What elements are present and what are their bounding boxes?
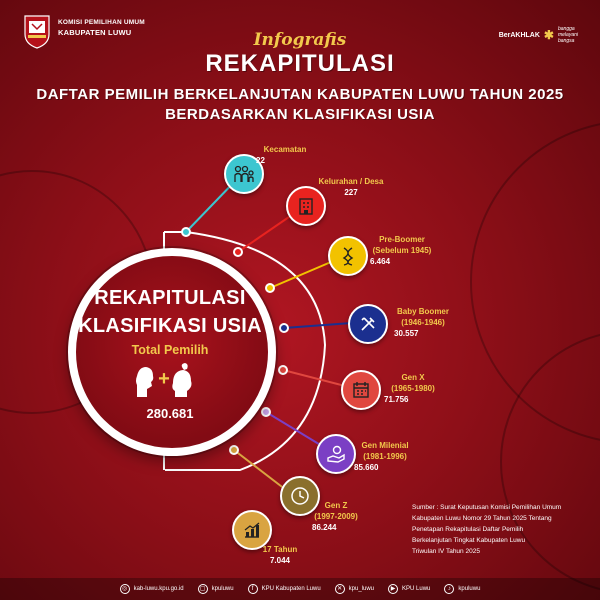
globe-icon: ◎ [120, 584, 130, 594]
connector-dot [278, 365, 288, 375]
berakhlak-star-icon: ✱ [543, 28, 554, 42]
footer-web[interactable]: ◎ kab-luwu.kpu.go.id [120, 584, 184, 594]
item-kecamatan [250, 144, 320, 166]
item-17-tahun [250, 544, 310, 566]
item-name: Pre-Boomer [379, 235, 425, 244]
footer-tiktok[interactable]: ♪ kpuluwu [444, 584, 480, 594]
tools-icon [348, 304, 388, 344]
connector-dot [279, 323, 289, 333]
instagram-icon: ▢ [198, 584, 208, 594]
item-value: 86.244 [312, 523, 337, 532]
connector-dot [229, 445, 239, 455]
item-name: Kecamatan [263, 145, 307, 154]
footer [0, 578, 600, 600]
berakhlak-text: BerAKHLAK [498, 31, 540, 39]
footer-facebook[interactable]: f KPU Kabupaten Luwu [248, 584, 321, 594]
item-range: (Sebelum 1945) [372, 246, 432, 255]
page-subtitle-line2: BERDASARKAN KLASIFIKASI USIA [165, 106, 435, 123]
calendar-icon [341, 370, 381, 410]
item-gen-z [306, 500, 366, 533]
item-range: (1946-1946) [401, 318, 445, 327]
facebook-icon: f [248, 584, 258, 594]
item-range: (1981-1996) [363, 452, 407, 461]
total-value: 280.681 [146, 406, 194, 421]
berakhlak-tagline: bangga melayani bangsa [557, 26, 578, 44]
youtube-icon: ▶ [388, 584, 398, 594]
x-icon: ✕ [335, 584, 345, 594]
item-value: 85.660 [354, 463, 379, 472]
item-baby-boomer [388, 306, 458, 339]
connector-dot [181, 227, 191, 237]
item-gen-milenial [350, 440, 420, 473]
org-line2: KABUPATEN LUWU [58, 28, 132, 37]
item-value: 227 [344, 188, 358, 197]
item-value: 71.756 [384, 395, 409, 404]
item-value: 6.464 [370, 257, 391, 266]
item-value: 7.044 [269, 556, 291, 565]
org-line1: KOMISI PEMILIHAN UMUM [58, 19, 145, 26]
item-pre-boomer [362, 234, 442, 267]
footer-x[interactable]: ✕ kpu_luwu [335, 584, 374, 594]
summary-title-line2: KLASIFIKASI USIA [78, 315, 262, 337]
item-range: (1965-1980) [391, 384, 435, 393]
item-name: Gen Milenial [361, 441, 409, 450]
item-range: (1997-2009) [314, 512, 358, 521]
item-value: 22 [256, 156, 265, 165]
item-name: Gen Z [324, 501, 348, 510]
page-subtitle-line1: DAFTAR PEMILIH BERKELANJUTAN KABUPATEN LUWU TAHUN 2025 [36, 86, 564, 103]
item-value: 30.557 [394, 329, 419, 338]
page-title: REKAPITULASI [205, 50, 395, 77]
summary-title-line1: REKAPITULASI [94, 287, 246, 309]
footer-instagram[interactable]: ▢ kpuluwu [198, 584, 234, 594]
tiktok-icon: ♪ [444, 584, 454, 594]
item-kelurahan [306, 176, 396, 198]
total-label: Total Pemilih [131, 343, 209, 357]
connector-dot [233, 247, 243, 257]
title-script: Infografis [253, 30, 347, 50]
item-name: Kelurahan / Desa [318, 177, 384, 186]
source-note: Sumber : Surat Keputusan Komisi Pemilihan Umum Kabupaten Luwu Nomor 29 Tahun 2025 Tentang Penetapan Rekapitulasi Daftar Pemilih Berkelanjutan Tingkat Kabupaten Luwu Triwulan IV Tahun 2025 [412, 504, 562, 555]
item-name: Gen X [401, 373, 425, 382]
item-gen-x [378, 372, 448, 405]
item-name: 17 Tahun [262, 545, 298, 554]
plus-sign: + [158, 368, 170, 390]
item-name: Baby Boomer [396, 307, 449, 316]
footer-youtube[interactable]: ▶ KPU Luwu [388, 584, 430, 594]
